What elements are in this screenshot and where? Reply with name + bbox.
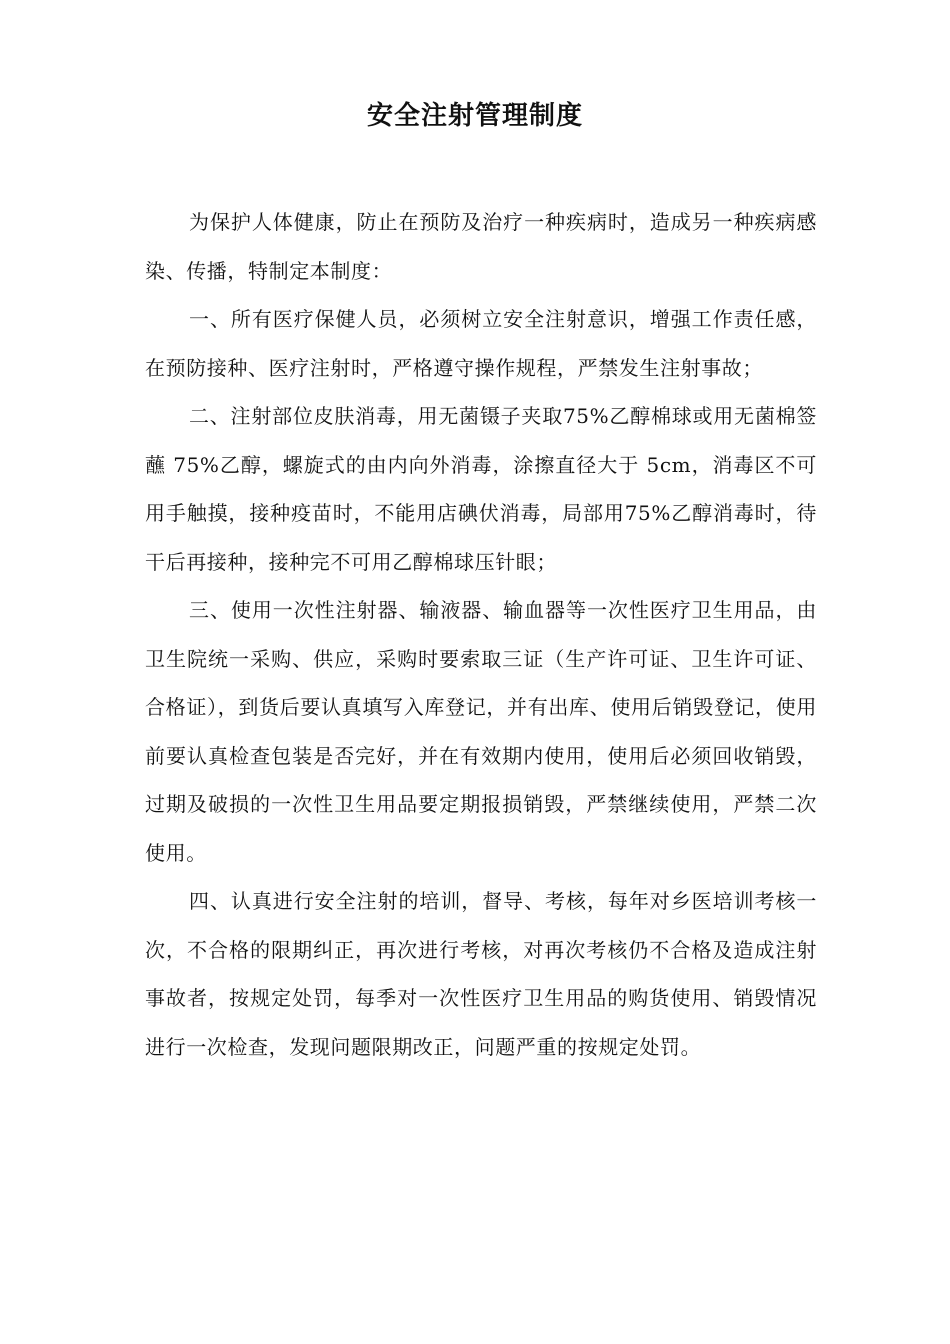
intro-paragraph: 为保护人体健康，防止在预防及治疗一种疾病时，造成另一种疾病感染、传播，特制定本制度：: [145, 210, 817, 283]
clause-one-paragraph: 一、所有医疗保健人员，必须树立安全注射意识，增强工作责任感，在预防接种、医疗注射时，严格遵守操作规程，严禁发生注射事故；: [145, 307, 817, 380]
document-title: 安全注射管理制度: [366, 101, 583, 131]
clause-three-paragraph: 三、使用一次性注射器、输液器、输血器等一次性医疗卫生用品，由卫生院统一采购、供应，采购时要索取三证（生产许可证、卫生许可证、合格证），到货后要认真填写入库登记，并有出库、使用后销毁登记，使用前要认真检查包装是否完好，并在有效期内使用，使用后必须回收销毁，过期及破损的一次性卫生用品要定期报损销毁，严禁继续使用，严禁二次使用。: [145, 598, 817, 865]
clause-four-paragraph: 四、认真进行安全注射的培训，督导、考核，每年对乡医培训考核一次，不合格的限期纠正，再次进行考核，对再次考核仍不合格及造成注射事故者，按规定处罚，每季对一次性医疗卫生用品的购货使用、销毁情况进行一次检查，发现问题限期改正，问题严重的按规定处罚。: [145, 889, 817, 1059]
document-body: [145, 198, 817, 1071]
clause-two-paragraph: 二、注射部位皮肤消毒，用无菌镊子夹取75%乙醇棉球或用无菌棉签蘸 75%乙醇，螺旋式的由内向外消毒，涂擦直径大于 5cm，消毒区不可用手触摸，接种疫苗时，不能用店碘伏消毒，局部用75%乙醇消毒时，待干后再接种，接种完不可用乙醇棉球压针眼；: [145, 404, 817, 574]
